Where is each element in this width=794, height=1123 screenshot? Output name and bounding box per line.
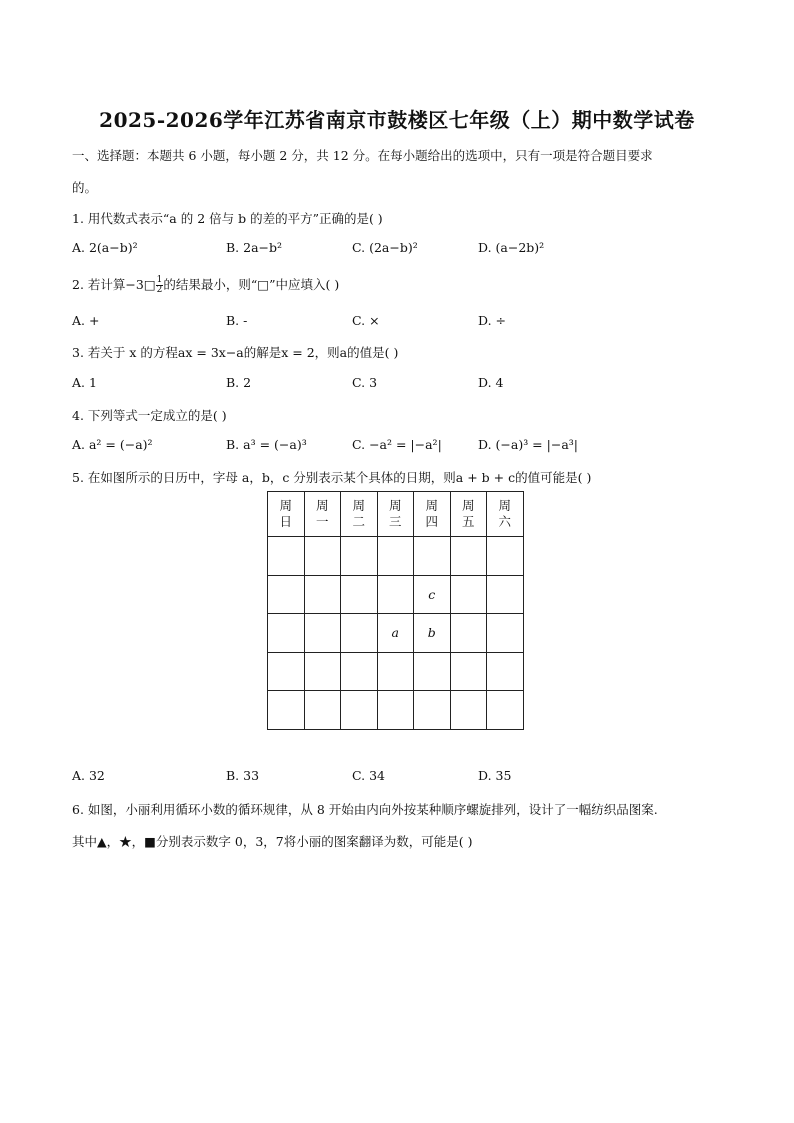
- calendar-cell: [341, 652, 378, 691]
- calendar-cell: [341, 691, 378, 730]
- calendar-cell: [377, 537, 414, 576]
- q4-option-a: A. a² = (−a)²: [72, 437, 153, 452]
- question-4-stem: 4. 下列等式一定成立的是( ): [72, 408, 227, 423]
- q4-option-d: D. (−a)³ = |−a³|: [478, 437, 578, 452]
- calendar-cell: [414, 652, 451, 691]
- q5-option-a: A. 32: [72, 768, 105, 783]
- calendar-cell-a: a: [377, 614, 414, 653]
- calendar-cell: [487, 652, 524, 691]
- section-instructions-line2: 的。: [72, 180, 98, 195]
- calendar-cell: [377, 652, 414, 691]
- q1-option-c: C. (2a−b)²: [352, 240, 418, 255]
- calendar-cell: [450, 691, 487, 730]
- q4-option-c: C. −a² = |−a²|: [352, 437, 442, 452]
- calendar-header-sun: 周 日: [268, 492, 305, 537]
- exam-title: 2025-2026学年江苏省南京市鼓楼区七年级（上）期中数学试卷: [99, 108, 695, 132]
- calendar-cell: [450, 614, 487, 653]
- calendar-cell: [341, 575, 378, 614]
- calendar-cell: [268, 652, 305, 691]
- q2-option-a: A. +: [72, 313, 100, 328]
- calendar-cell: [450, 537, 487, 576]
- calendar-cell: [450, 575, 487, 614]
- calendar-cell: [268, 575, 305, 614]
- q1-option-b: B. 2a−b²: [226, 240, 283, 255]
- calendar-cell: [487, 691, 524, 730]
- calendar-cell: [304, 691, 341, 730]
- question-1-stem: 1. 用代数式表示“a 的 2 倍与 b 的差的平方”正确的是( ): [72, 211, 383, 226]
- calendar-cell: [304, 614, 341, 653]
- calendar-row: [268, 537, 524, 576]
- calendar-cell: [487, 614, 524, 653]
- q2-stem-start: 2. 若计算−3□: [72, 277, 156, 292]
- q1-option-d: D. (a−2b)²: [478, 240, 545, 255]
- q5-option-c: C. 34: [352, 768, 385, 783]
- section-instructions-line1: 一、选择题：本题共 6 小题，每小题 2 分，共 12 分。在每小题给出的选项中，只有一项是符合题目要求: [72, 148, 653, 163]
- q1-option-a: A. 2(a−b)²: [72, 240, 138, 255]
- q2-option-c: C. ×: [352, 313, 380, 328]
- calendar-cell: [341, 537, 378, 576]
- calendar-cell: [377, 575, 414, 614]
- calendar-table: [267, 491, 524, 730]
- q2-option-b: B. -: [226, 313, 248, 328]
- calendar-cell: [268, 691, 305, 730]
- q2-fraction-numerator: 1: [156, 275, 163, 285]
- question-2-stem: [72, 275, 339, 295]
- calendar-cell-b: b: [414, 614, 451, 653]
- calendar-cell: [377, 691, 414, 730]
- q2-fraction-denominator: 2: [156, 285, 163, 295]
- calendar-cell: [414, 691, 451, 730]
- calendar-cell: [487, 537, 524, 576]
- q4-option-b: B. a³ = (−a)³: [226, 437, 307, 452]
- calendar-cell: [304, 537, 341, 576]
- calendar-header-tue: 周 二: [341, 492, 378, 537]
- calendar-cell: [341, 614, 378, 653]
- calendar-cell: [487, 575, 524, 614]
- question-3-stem: 3. 若关于 x 的方程ax = 3x−a的解是x = 2，则a的值是( ): [72, 345, 399, 360]
- calendar-row: [268, 691, 524, 730]
- calendar-row: [268, 614, 524, 653]
- calendar-row: [268, 652, 524, 691]
- question-5-stem: 5. 在如图所示的日历中，字母 a，b，c 分别表示某个具体的日期，则a + b + c的值可能是( ): [72, 470, 592, 485]
- q2-stem-end: 的结果最小，则“□”中应填入( ): [163, 277, 340, 292]
- q5-option-d: D. 35: [478, 768, 512, 783]
- calendar-cell: [304, 575, 341, 614]
- calendar-cell: [268, 614, 305, 653]
- question-6-stem-line2: 其中▲，★，■分别表示数字 0，3，7将小丽的图案翻译为数，可能是( ): [72, 834, 473, 849]
- q2-option-d: D. ÷: [478, 313, 506, 328]
- q3-option-b: B. 2: [226, 375, 252, 390]
- calendar-cell: [304, 652, 341, 691]
- calendar-header-thu: 周 四: [414, 492, 451, 537]
- q5-option-b: B. 33: [226, 768, 260, 783]
- calendar-header-mon: 周 一: [304, 492, 341, 537]
- question-6-stem-line1: 6. 如图，小丽利用循环小数的循环规律，从 8 开始由内向外按某种顺序螺旋排列，设计了一幅纺织品图案.: [72, 802, 658, 817]
- calendar-cell: [268, 537, 305, 576]
- calendar-cell: [450, 652, 487, 691]
- calendar-header-wed: 周 三: [377, 492, 414, 537]
- calendar-header-sat: 周 六: [487, 492, 524, 537]
- q3-option-a: A. 1: [72, 375, 97, 390]
- q3-option-c: C. 3: [352, 375, 378, 390]
- calendar-header-fri: 周 五: [450, 492, 487, 537]
- calendar-header-row: [268, 492, 524, 537]
- q3-option-d: D. 4: [478, 375, 504, 390]
- calendar-cell-c: c: [414, 575, 451, 614]
- calendar-cell: [414, 537, 451, 576]
- calendar-row: [268, 575, 524, 614]
